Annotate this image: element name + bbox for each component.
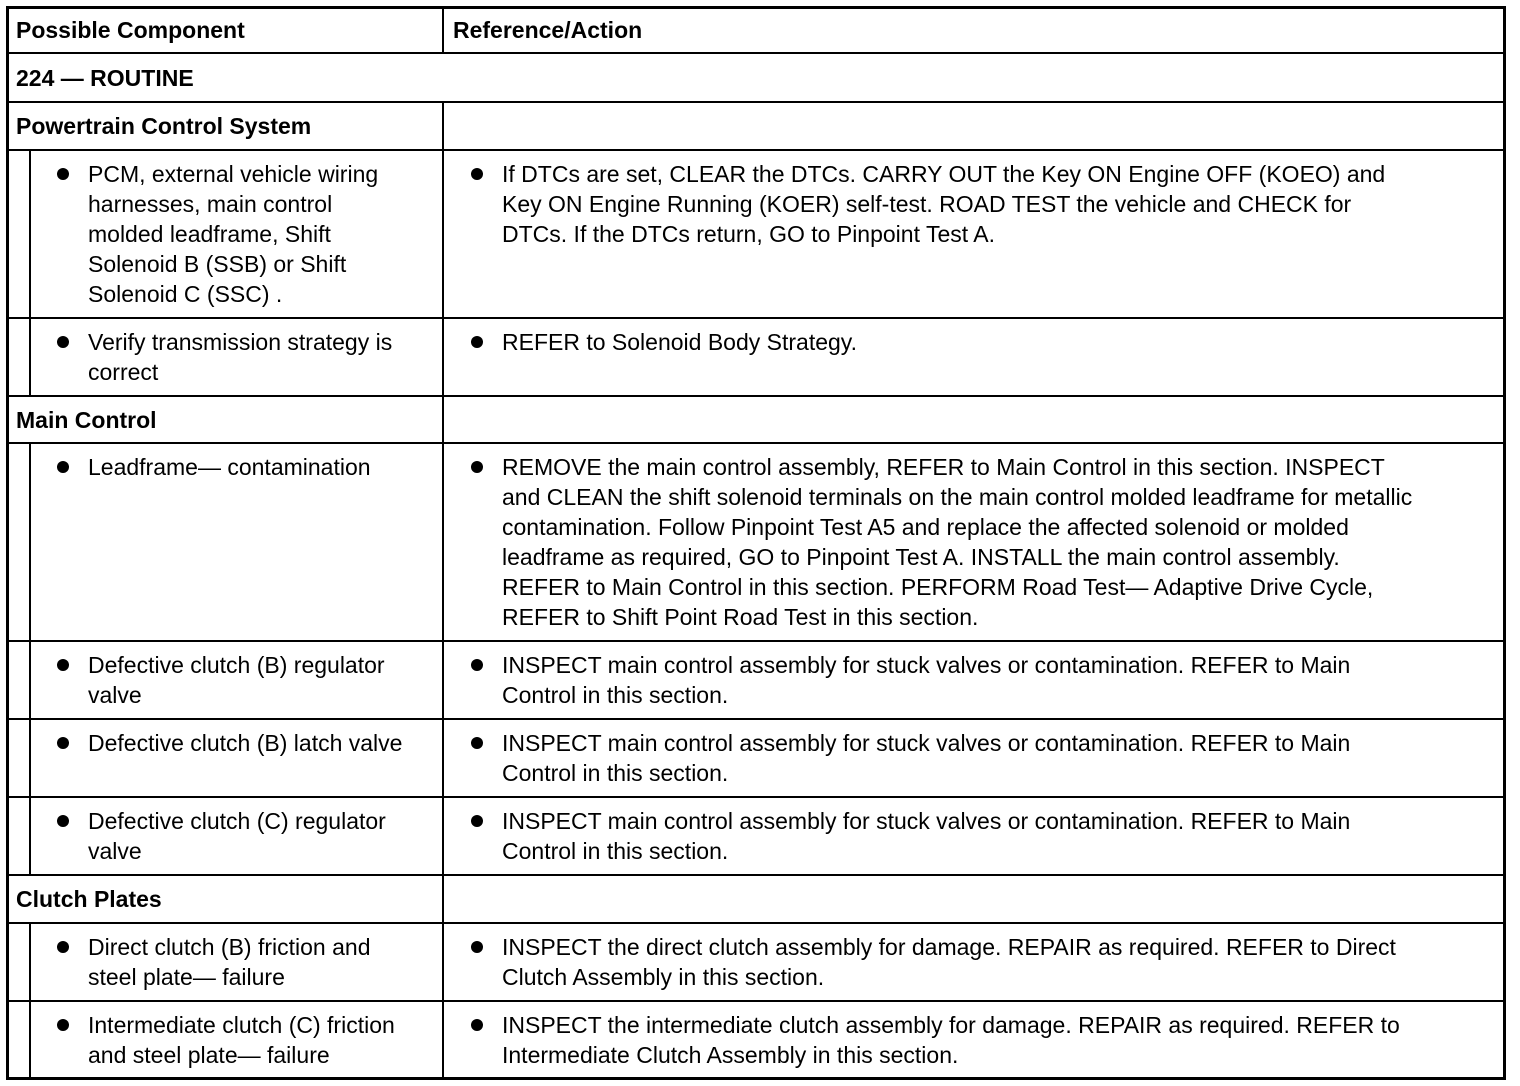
action-text: REMOVE the main control assembly, REFER to Main Control in this section. INSPECT and CLEAN the shift solenoid terminals on the main control molded leadframe for metallic contamination. Follow Pinpoint Test A5 and replace the affected solenoid or molded leadframe as required, GO to Pinpoint Test A. INSTALL the main control assembly. REFER to Main Control in this section. PERFORM Road Test— Adaptive Drive Cycle, REFER to Shift Point Road Test in this section. [502,454,1413,630]
column-divider [442,6,444,52]
row-divider [6,796,1506,798]
indent-divider [29,923,31,1078]
header-reference-action: Reference/Action [453,17,643,43]
bullet-icon [57,737,69,749]
component-text: Leadframe— contamination [88,454,371,480]
bullet-icon [57,461,69,473]
action-text: INSPECT the intermediate clutch assembly for damage. REPAIR as required. REFER to Intermediate Clutch Assembly in this section. [502,1012,1400,1068]
row-divider [6,317,1506,319]
indent-divider [29,150,31,396]
row-divider [6,1000,1506,1002]
action-text: INSPECT main control assembly for stuck valves or contamination. REFER to Main Control in this section. [502,652,1351,708]
row-divider [6,442,1506,444]
routine-title: 224 — ROUTINE [16,65,194,91]
row-divider [6,395,1506,397]
bullet-icon [57,941,69,953]
action-text: If DTCs are set, CLEAR the DTCs. CARRY OUT the Key ON Engine OFF (KOEO) and Key ON Engine Running (KOER) self-test. ROAD TEST the vehicle and CHECK for DTCs. If the DTCs return, GO to Pinpoint Test A. [502,161,1386,247]
component-text: Direct clutch (B) friction and steel plate— failure [88,934,371,990]
row-divider [6,718,1506,720]
component-text: Defective clutch (B) regulator valve [88,652,385,708]
section-title: Powertrain Control System [16,113,312,139]
bullet-icon [471,659,483,671]
bullet-icon [57,1019,69,1031]
component-text: Defective clutch (C) regulator valve [88,808,386,864]
row-divider [6,922,1506,924]
bullet-icon [471,336,483,348]
component-text: PCM, external vehicle wiring harnesses, main control molded leadframe, Shift Solenoid B (SSB) or Shift Solenoid C (SSC) . [88,161,379,307]
bullet-icon [471,737,483,749]
section-title: Main Control [16,407,157,433]
component-text: Verify transmission strategy is correct [88,329,393,385]
action-text: INSPECT main control assembly for stuck valves or contamination. REFER to Main Control in this section. [502,808,1351,864]
action-text: REFER to Solenoid Body Strategy. [502,329,857,355]
bullet-icon [471,815,483,827]
row-divider [6,874,1506,876]
column-divider [442,101,444,1077]
component-text: Defective clutch (B) latch valve [88,730,403,756]
bullet-icon [471,168,483,180]
row-divider [6,52,1506,54]
bullet-icon [471,1019,483,1031]
header-component: Possible Component [16,17,245,43]
bullet-icon [57,659,69,671]
row-divider [6,149,1506,151]
bullet-icon [471,461,483,473]
bullet-icon [471,941,483,953]
bullet-icon [57,815,69,827]
action-text: INSPECT the direct clutch assembly for damage. REPAIR as required. REFER to Direct Clutch Assembly in this section. [502,934,1396,990]
action-text: INSPECT main control assembly for stuck valves or contamination. REFER to Main Control in this section. [502,730,1351,786]
bullet-icon [57,168,69,180]
indent-divider [29,443,31,875]
bullet-icon [57,336,69,348]
section-title: Clutch Plates [16,886,162,912]
component-text: Intermediate clutch (C) friction and steel plate— failure [88,1012,395,1068]
row-divider [6,640,1506,642]
row-divider [6,101,1506,103]
